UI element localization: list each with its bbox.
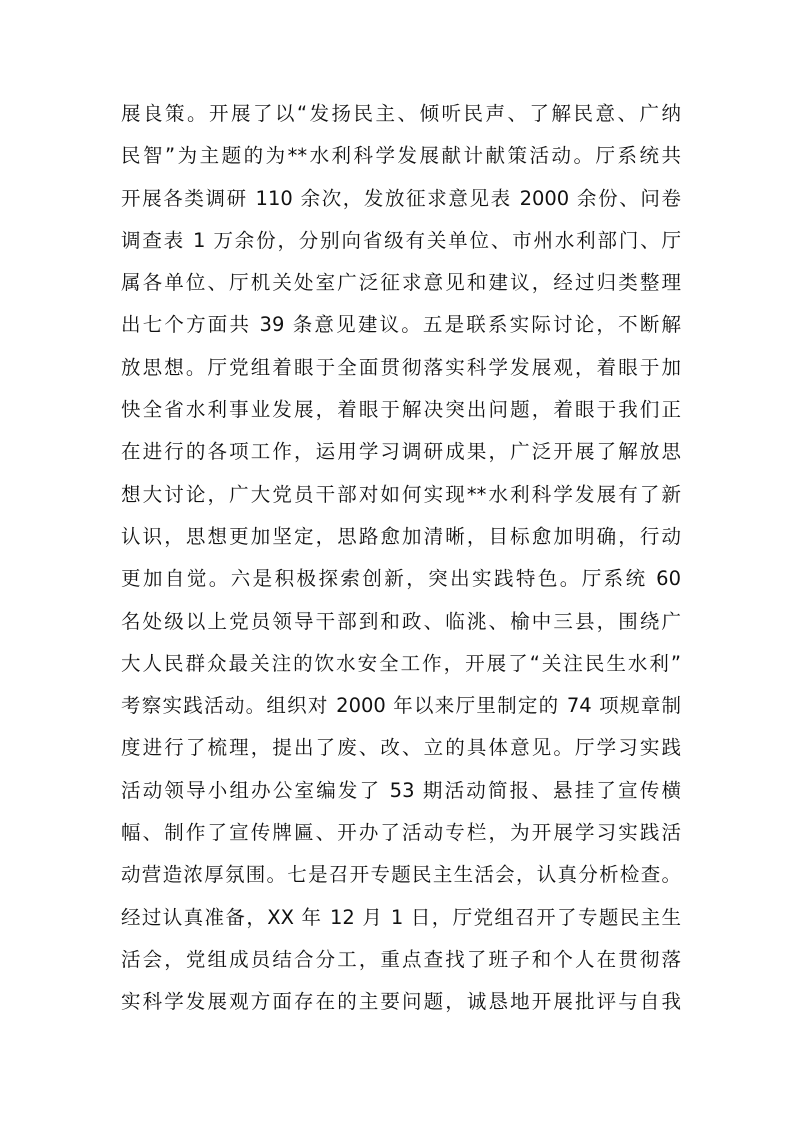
text-line: 名处级以上党员领导干部到和政、临洮、榆中三县，围绕广 [121, 609, 681, 633]
text-line: 开展各类调研 110 余次，发放征求意见表 2000 余份、问卷 [121, 186, 681, 210]
text-line: 实科学发展观方面存在的主要问题，诚恳地开展批评与自我 [121, 990, 681, 1014]
text-line: 认识，思想更加坚定，思路愈加清晰，目标愈加明确，行动 [121, 524, 681, 548]
text-line: 幅、制作了宣传牌匾、开办了活动专栏，为开展学习实践活 [121, 821, 681, 845]
text-line: 活会，党组成员结合分工，重点查找了班子和个人在贯彻落 [121, 947, 681, 971]
text-line: 活动领导小组办公室编发了 53 期活动简报、悬挂了宣传横 [121, 778, 681, 802]
text-line: 大人民群众最关注的饮水安全工作，开展了“关注民生水利” [121, 651, 681, 675]
text-line: 属各单位、厅机关处室广泛征求意见和建议，经过归类整理 [121, 271, 681, 295]
text-line: 放思想。厅党组着眼于全面贯彻落实科学发展观，着眼于加 [121, 355, 681, 379]
text-line: 更加自觉。六是积极探索创新，突出实践特色。厅系统 60 [121, 567, 681, 591]
text-line: 出七个方面共 39 条意见建议。五是联系实际讨论，不断解 [121, 313, 681, 337]
text-line: 经过认真准备，XX 年 12 月 1 日，厅党组召开了专题民主生 [121, 905, 681, 929]
text-line: 度进行了梳理，提出了废、改、立的具体意见。厅学习实践 [121, 736, 681, 760]
text-line: 考察实践活动。组织对 2000 年以来厅里制定的 74 项规章制 [121, 694, 681, 718]
text-line: 展良策。开展了以“发扬民主、倾听民声、了解民意、广纳 [121, 102, 681, 125]
text-line: 调查表 1 万余份，分别向省级有关单位、市州水利部门、厅 [121, 228, 681, 252]
text-line: 想大讨论，广大党员干部对如何实现**水利科学发展有了新 [121, 482, 681, 506]
body-paragraph [121, 93, 681, 1024]
text-line: 民智”为主题的为**水利科学发展献计献策活动。厅系统共 [121, 144, 681, 168]
text-line: 快全省水利事业发展，着眼于解决突出问题，着眼于我们正 [121, 398, 681, 422]
text-line: 动营造浓厚氛围。七是召开专题民主生活会，认真分析检查。 [121, 863, 681, 887]
text-line: 在进行的各项工作，运用学习调研成果，广泛开展了解放思 [121, 440, 681, 464]
